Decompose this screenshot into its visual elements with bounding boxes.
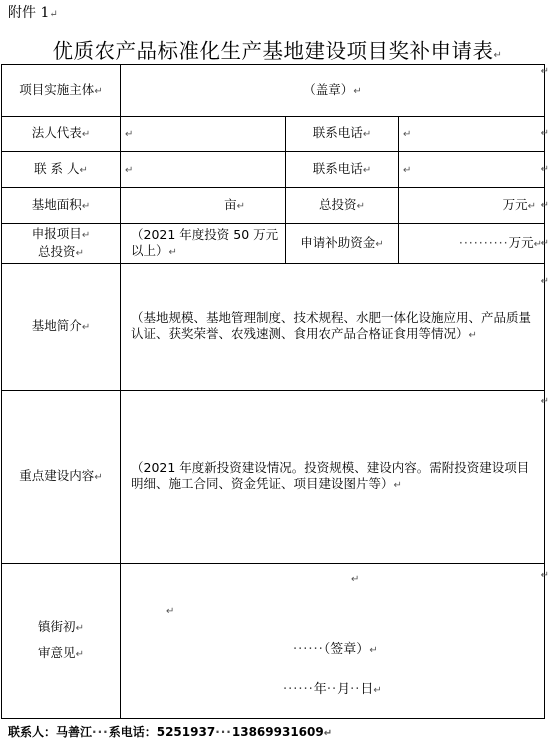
review-field[interactable] xyxy=(121,564,545,719)
area-label-cell: 基地面积↵ xyxy=(2,188,121,224)
phone-field-1[interactable] xyxy=(399,117,545,152)
contact-field[interactable] xyxy=(121,152,286,188)
review-label-cell: 镇街初↵ 审意见↵ xyxy=(2,564,121,719)
entity-value-field[interactable]: （盖章）↵ xyxy=(121,65,545,117)
paragraph-mark-icon: ↵ xyxy=(81,129,91,140)
total-invest-field[interactable]: 万元↵ xyxy=(399,188,545,224)
paragraph-mark-icon: ↵ xyxy=(362,164,372,176)
key-content-field[interactable]: （2021 年度新投资建设情况。投资规模、建设内容。需附投资建设项目明细、施工合同、资金凭证、项目建设图片等）↵ xyxy=(121,391,545,564)
paragraph-mark-icon: ↵ xyxy=(75,247,84,259)
paragraph-mark-icon: ↵ xyxy=(75,649,84,660)
paragraph-mark-icon: ↵ xyxy=(168,246,177,258)
table-row xyxy=(2,391,545,564)
footer-contact: 联系人：马善江···系电话：5251937···13869931609↵ xyxy=(8,725,333,739)
contact-label-cell: 联 系 人↵ xyxy=(2,152,121,188)
page-title: 优质农产品标准化生产基地建设项目奖补申请表↵ xyxy=(52,39,503,63)
intro-field[interactable]: （基地规模、基地管理制度、技术规程、水肥一体化设施应用、产品质量认证、获奖荣誉、农残速测、食用农产品合格证食用等情况）↵ xyxy=(121,264,545,391)
legal-rep-field[interactable] xyxy=(121,117,286,152)
total-invest-label-cell: 总投资↵ xyxy=(286,188,399,224)
key-content-label-cell: 重点建设内容↵ xyxy=(2,391,121,564)
paragraph-mark-icon: ↵ xyxy=(49,9,58,20)
table-row xyxy=(2,224,545,264)
paragraph-mark-icon: ↵ xyxy=(540,276,549,287)
paragraph-mark-icon: ↵ xyxy=(540,164,549,175)
paragraph-mark-icon: ↵ xyxy=(533,238,542,250)
area-field[interactable]: 亩↵ xyxy=(121,188,286,224)
paragraph-mark-icon: ↵ xyxy=(540,200,549,211)
paragraph-mark-icon: ↵ xyxy=(353,85,362,97)
paragraph-mark-icon: ↵ xyxy=(323,728,333,739)
paragraph-mark-icon: ↵ xyxy=(356,200,365,212)
phone-label-cell-2: 联系电话↵ xyxy=(286,152,399,188)
paragraph-mark-icon: ↵ xyxy=(468,330,477,341)
paragraph-mark-icon: ↵ xyxy=(166,606,175,617)
subsidy-label-cell: 申请补助资金↵ xyxy=(286,224,399,264)
paragraph-mark-icon: ↵ xyxy=(81,200,91,212)
paragraph-mark-icon: ↵ xyxy=(540,396,549,407)
intro-label-cell: 基地简介↵ xyxy=(2,264,121,391)
table-row xyxy=(2,65,545,117)
paragraph-mark-icon: ↵ xyxy=(403,164,412,176)
paragraph-mark-icon: ↵ xyxy=(125,129,134,140)
application-form-table xyxy=(1,64,545,719)
paragraph-mark-icon: ↵ xyxy=(94,472,103,483)
project-invest-field[interactable]: （2021 年度投资 50 万元以上）↵ xyxy=(121,224,286,264)
paragraph-mark-icon: ↵ xyxy=(369,645,378,656)
paragraph-mark-icon: ↵ xyxy=(362,129,372,140)
paragraph-mark-icon: ↵ xyxy=(236,200,245,212)
paragraph-mark-icon: ↵ xyxy=(493,50,503,61)
paragraph-mark-icon: ↵ xyxy=(75,623,84,634)
attachment-label: 附件 1↵ xyxy=(8,5,58,21)
date-line: ······年··月··日↵ xyxy=(283,682,382,697)
paragraph-mark-icon: ↵ xyxy=(393,480,402,491)
paragraph-mark-icon: ↵ xyxy=(81,229,91,241)
table-row xyxy=(2,152,545,188)
paragraph-mark-icon: ↵ xyxy=(79,164,88,176)
paragraph-mark-icon: ↵ xyxy=(375,238,384,250)
table-row xyxy=(2,564,545,719)
phone-field-2[interactable] xyxy=(399,152,545,188)
legal-rep-label-cell: 法人代表↵ xyxy=(2,117,121,152)
subsidy-field[interactable]: ··········万元↵ xyxy=(399,224,545,264)
paragraph-mark-icon: ↵ xyxy=(527,200,536,212)
paragraph-mark-icon: ↵ xyxy=(81,322,91,333)
project-invest-label-cell: 申报项目↵ 总投资↵ xyxy=(2,224,121,264)
paragraph-mark-icon: ↵ xyxy=(540,128,549,139)
table-row xyxy=(2,188,545,224)
seal-line: ······（签章）↵ xyxy=(293,642,378,657)
paragraph-mark-icon: ↵ xyxy=(403,129,412,140)
paragraph-mark-icon: ↵ xyxy=(540,238,549,249)
paragraph-mark-icon: ↵ xyxy=(540,570,549,581)
table-row xyxy=(2,264,545,391)
paragraph-mark-icon: ↵ xyxy=(125,164,134,176)
table-row xyxy=(2,117,545,152)
phone-label-cell-1: 联系电话↵ xyxy=(286,117,399,152)
entity-label-cell: 项目实施主体↵ xyxy=(2,65,121,117)
paragraph-mark-icon: ↵ xyxy=(373,685,382,696)
paragraph-mark-icon: ↵ xyxy=(540,66,549,77)
paragraph-mark-icon: ↵ xyxy=(351,574,360,585)
paragraph-mark-icon: ↵ xyxy=(94,85,103,97)
